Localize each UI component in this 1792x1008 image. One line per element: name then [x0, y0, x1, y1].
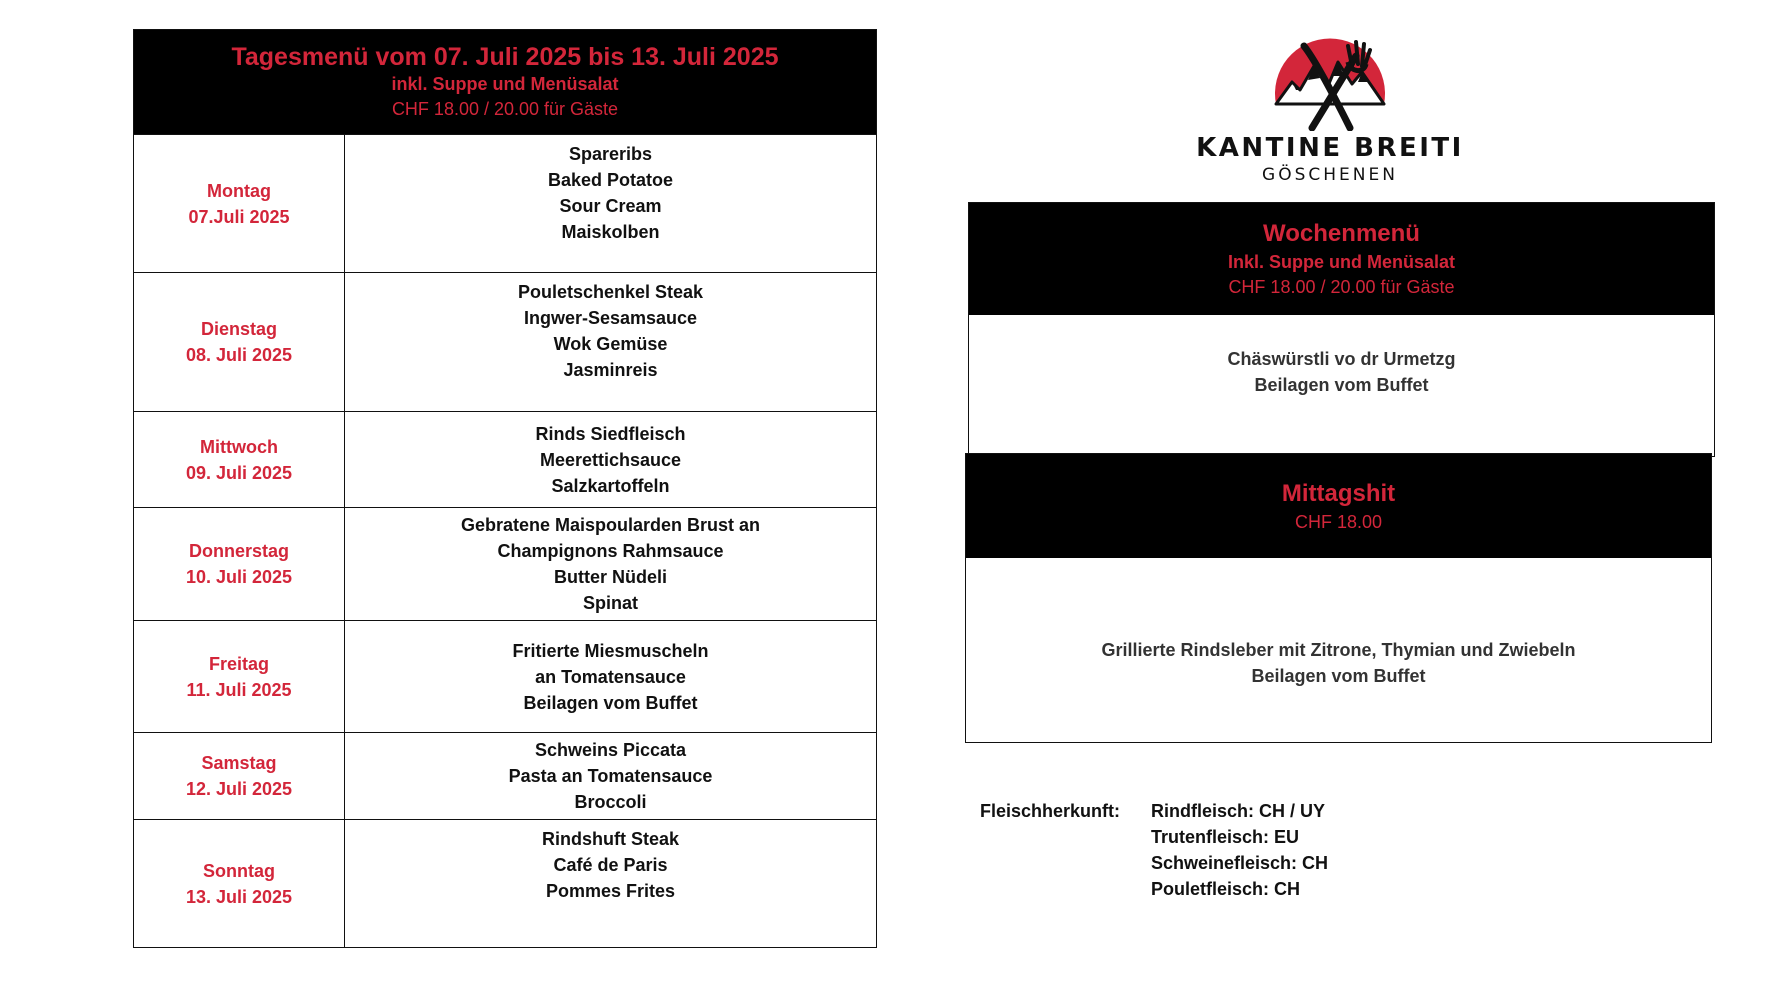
day-cell: [134, 273, 345, 411]
day-date: 11. Juli 2025: [186, 679, 292, 700]
dish-cell: [345, 508, 876, 620]
dish-line: Baked Potatoe: [547, 170, 674, 190]
day-date: 08. Juli 2025: [185, 345, 293, 365]
lunch-hit-side: Beilagen vom Buffet: [1251, 666, 1426, 686]
day-cell: [134, 135, 345, 272]
daily-menu-header: [134, 30, 876, 134]
day-date: 13. Juli 2025: [185, 886, 293, 907]
table-row: [134, 620, 876, 732]
dish-line: Pasta an Tomatensauce: [508, 766, 713, 786]
brand-location: GÖSCHENEN: [1262, 165, 1398, 185]
weekly-menu-box: [968, 202, 1715, 457]
dish-cell: [345, 412, 876, 507]
day-date: 10. Juli 2025: [185, 567, 293, 587]
dish-line: Pouletschenkel Steak: [517, 282, 704, 302]
day-name: Donnerstag: [188, 541, 289, 561]
dish-line: Maiskolben: [561, 222, 660, 242]
dish-line: Ingwer-Sesamsauce: [523, 308, 698, 328]
meat-origin-list: [1151, 798, 1328, 902]
dish-line: Spinat: [582, 593, 638, 613]
day-name: Dienstag: [200, 319, 278, 339]
dish-line: Salzkartoffeln: [551, 475, 670, 496]
daily-menu-table: [133, 29, 877, 948]
brand-name: KANTINE BREITI: [1196, 133, 1464, 163]
dish-line: Rinds Siedfleisch: [535, 423, 686, 444]
day-name: Freitag: [208, 653, 269, 674]
meat-origin-item: Schweinefleisch: CH: [1151, 853, 1329, 873]
daily-menu-title: Tagesmenü vom 07. Juli 2025 bis 13. Juli 2025: [231, 43, 779, 71]
table-row: [134, 272, 876, 411]
dish-line: an Tomatensauce: [535, 666, 686, 687]
day-date: 12. Juli 2025: [185, 779, 293, 799]
cutlery-mountain-icon: [1180, 26, 1480, 131]
dish-line: Jasminreis: [563, 360, 658, 380]
dish-line: Butter Nüdeli: [553, 567, 667, 587]
lunch-hit-header: [966, 454, 1711, 558]
day-cell: [134, 621, 345, 732]
dish-line: Wok Gemüse: [553, 334, 668, 354]
weekly-menu-title: Wochenmenü: [1263, 220, 1420, 247]
lunch-hit-title: Mittagshit: [1281, 479, 1396, 507]
dish-cell: [345, 820, 876, 947]
dish-line: Pommes Frites: [545, 881, 676, 901]
lunch-hit-content: [966, 558, 1711, 689]
day-date: 09. Juli 2025: [185, 462, 293, 483]
meat-origin-item: Trutenfleisch: EU: [1151, 827, 1300, 847]
day-name: Sonntag: [203, 860, 275, 881]
table-row: [134, 507, 876, 620]
table-row: [134, 819, 876, 947]
dish-line: Beilagen vom Buffet: [523, 692, 698, 713]
dish-cell: [345, 273, 876, 411]
meat-origin-item: Pouletfleisch: CH: [1151, 879, 1301, 899]
dish-cell: [345, 621, 876, 732]
logo: [1180, 26, 1480, 186]
lunch-hit-box: [965, 453, 1712, 743]
dish-line: Schweins Piccata: [534, 740, 687, 760]
day-date: 07.Juli 2025: [188, 206, 290, 227]
dish-line: Broccoli: [574, 792, 647, 812]
weekly-menu-header: [969, 203, 1714, 315]
table-row: [134, 411, 876, 507]
day-cell: [134, 733, 345, 819]
table-row: [134, 732, 876, 819]
day-name: Samstag: [201, 753, 277, 773]
weekly-menu-side: Beilagen vom Buffet: [1254, 375, 1429, 395]
day-cell: [134, 508, 345, 620]
day-name: Mittwoch: [200, 436, 278, 457]
dish-line: Champignons Rahmsauce: [497, 541, 724, 561]
dish-line: Rindshuft Steak: [541, 829, 679, 849]
day-cell: [134, 412, 345, 507]
meat-origin-label: Fleischherkunft:: [980, 801, 1121, 821]
weekly-menu-subtitle: Inkl. Suppe und Menüsalat: [1227, 252, 1456, 272]
dish-line: Spareribs: [568, 144, 653, 164]
weekly-menu-dish: Chäswürstli vo dr Urmetzg: [1227, 349, 1456, 369]
meat-origin-item: Rindfleisch: CH / UY: [1151, 801, 1326, 821]
day-cell: [134, 820, 345, 947]
dish-line: Fritierte Miesmuscheln: [512, 640, 709, 661]
lunch-hit-dish: Grillierte Rindsleber mit Zitrone, Thymian und Zwiebeln: [1101, 640, 1576, 660]
daily-menu-subtitle: inkl. Suppe und Menüsalat: [391, 74, 619, 94]
dish-line: Gebratene Maispoularden Brust an: [460, 515, 761, 535]
dish-cell: [345, 733, 876, 819]
table-row: [134, 134, 876, 272]
dish-line: Café de Paris: [553, 855, 668, 875]
lunch-hit-price: CHF 18.00: [1294, 511, 1383, 532]
day-name: Montag: [207, 180, 271, 201]
dish-line: Meerettichsauce: [539, 449, 682, 470]
daily-menu-price: CHF 18.00 / 20.00 für Gäste: [391, 99, 619, 119]
weekly-menu-price: CHF 18.00 / 20.00 für Gäste: [1228, 277, 1455, 297]
weekly-menu-content: [969, 315, 1714, 398]
dish-line: Sour Cream: [559, 196, 662, 216]
dish-cell: [345, 135, 876, 272]
